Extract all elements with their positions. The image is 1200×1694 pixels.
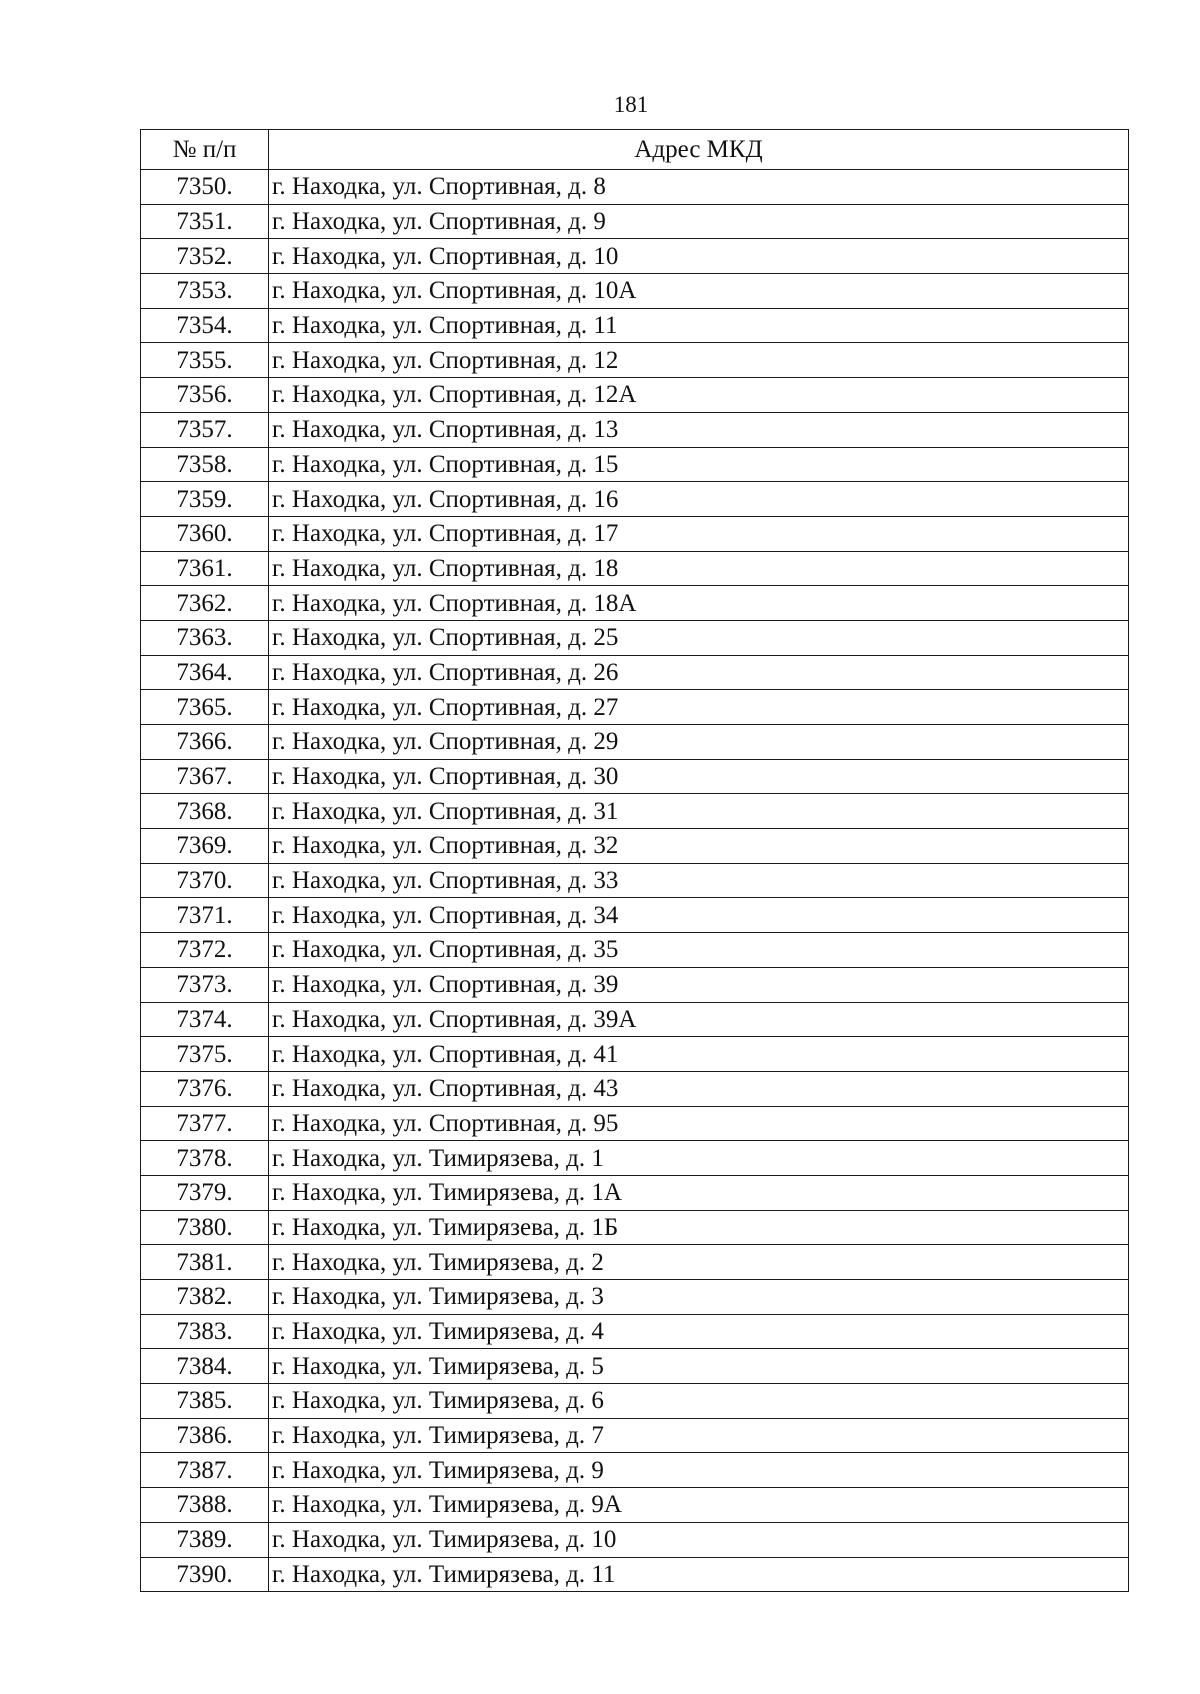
row-number: 7354. — [141, 308, 269, 343]
table-row — [141, 170, 1129, 205]
row-number: 7356. — [141, 378, 269, 413]
table-row — [141, 1522, 1129, 1557]
row-number: 7358. — [141, 447, 269, 482]
table-row — [141, 1314, 1129, 1349]
row-address: г. Находка, ул. Спортивная, д. 39А — [269, 1002, 1129, 1037]
row-number: 7353. — [141, 274, 269, 309]
row-number: 7378. — [141, 1141, 269, 1176]
table-row — [141, 725, 1129, 760]
table-row — [141, 1071, 1129, 1106]
row-address: г. Находка, ул. Тимирязева, д. 7 — [269, 1418, 1129, 1453]
table-row — [141, 204, 1129, 239]
row-number: 7377. — [141, 1106, 269, 1141]
row-address: г. Находка, ул. Спортивная, д. 26 — [269, 655, 1129, 690]
row-address: г. Находка, ул. Тимирязева, д. 2 — [269, 1245, 1129, 1280]
row-number: 7374. — [141, 1002, 269, 1037]
table-row — [141, 898, 1129, 933]
row-address: г. Находка, ул. Тимирязева, д. 1 — [269, 1141, 1129, 1176]
row-address: г. Находка, ул. Спортивная, д. 95 — [269, 1106, 1129, 1141]
row-number: 7376. — [141, 1071, 269, 1106]
row-address: г. Находка, ул. Тимирязева, д. 3 — [269, 1280, 1129, 1315]
row-address: г. Находка, ул. Спортивная, д. 18А — [269, 586, 1129, 621]
row-number: 7363. — [141, 620, 269, 655]
table-row — [141, 1280, 1129, 1315]
table-row — [141, 1349, 1129, 1384]
row-address: г. Находка, ул. Спортивная, д. 10А — [269, 274, 1129, 309]
row-address: г. Находка, ул. Спортивная, д. 35 — [269, 933, 1129, 968]
table-row — [141, 967, 1129, 1002]
row-address: г. Находка, ул. Спортивная, д. 9 — [269, 204, 1129, 239]
table-row — [141, 620, 1129, 655]
mkd-address-table — [140, 129, 1129, 1592]
row-number: 7372. — [141, 933, 269, 968]
table-row — [141, 274, 1129, 309]
row-number: 7382. — [141, 1280, 269, 1315]
row-address: г. Находка, ул. Спортивная, д. 17 — [269, 516, 1129, 551]
row-address: г. Находка, ул. Тимирязева, д. 9А — [269, 1488, 1129, 1523]
row-number: 7351. — [141, 204, 269, 239]
row-number: 7352. — [141, 239, 269, 274]
row-number: 7387. — [141, 1453, 269, 1488]
table-row — [141, 1453, 1129, 1488]
table-row — [141, 1106, 1129, 1141]
row-address: г. Находка, ул. Спортивная, д. 33 — [269, 863, 1129, 898]
row-number: 7365. — [141, 690, 269, 725]
page-number: 181 — [613, 92, 649, 117]
table-header-row — [141, 130, 1129, 170]
table-row — [141, 829, 1129, 864]
row-number: 7366. — [141, 725, 269, 760]
table-row — [141, 378, 1129, 413]
table-row — [141, 343, 1129, 378]
table-row — [141, 1037, 1129, 1072]
table-row — [141, 690, 1129, 725]
row-number: 7390. — [141, 1557, 269, 1592]
row-number: 7383. — [141, 1314, 269, 1349]
table-row — [141, 759, 1129, 794]
row-number: 7386. — [141, 1418, 269, 1453]
row-number: 7361. — [141, 551, 269, 586]
row-address: г. Находка, ул. Спортивная, д. 27 — [269, 690, 1129, 725]
row-address: г. Находка, ул. Тимирязева, д. 9 — [269, 1453, 1129, 1488]
row-number: 7388. — [141, 1488, 269, 1523]
row-address: г. Находка, ул. Тимирязева, д. 4 — [269, 1314, 1129, 1349]
row-number: 7384. — [141, 1349, 269, 1384]
row-number: 7373. — [141, 967, 269, 1002]
row-address: г. Находка, ул. Спортивная, д. 18 — [269, 551, 1129, 586]
row-number: 7359. — [141, 482, 269, 517]
table-row — [141, 1210, 1129, 1245]
table-row — [141, 1488, 1129, 1523]
table-row — [141, 239, 1129, 274]
row-number: 7357. — [141, 412, 269, 447]
row-number: 7381. — [141, 1245, 269, 1280]
table-row — [141, 863, 1129, 898]
row-address: г. Находка, ул. Тимирязева, д. 1Б — [269, 1210, 1129, 1245]
row-address: г. Находка, ул. Спортивная, д. 29 — [269, 725, 1129, 760]
row-address: г. Находка, ул. Спортивная, д. 12 — [269, 343, 1129, 378]
header-address: Адрес МКД — [269, 130, 1129, 170]
row-number: 7371. — [141, 898, 269, 933]
row-number: 7375. — [141, 1037, 269, 1072]
table-row — [141, 933, 1129, 968]
row-number: 7368. — [141, 794, 269, 829]
table-row — [141, 308, 1129, 343]
table-row — [141, 551, 1129, 586]
row-number: 7355. — [141, 343, 269, 378]
row-address: г. Находка, ул. Спортивная, д. 41 — [269, 1037, 1129, 1072]
table-row — [141, 1175, 1129, 1210]
row-address: г. Находка, ул. Тимирязева, д. 5 — [269, 1349, 1129, 1384]
table-row — [141, 1141, 1129, 1176]
row-address: г. Находка, ул. Спортивная, д. 25 — [269, 620, 1129, 655]
row-number: 7380. — [141, 1210, 269, 1245]
row-address: г. Находка, ул. Спортивная, д. 43 — [269, 1071, 1129, 1106]
row-number: 7379. — [141, 1175, 269, 1210]
row-address: г. Находка, ул. Спортивная, д. 39 — [269, 967, 1129, 1002]
table-row — [141, 412, 1129, 447]
table-row — [141, 586, 1129, 621]
table-row — [141, 1384, 1129, 1419]
row-number: 7364. — [141, 655, 269, 690]
row-address: г. Находка, ул. Спортивная, д. 11 — [269, 308, 1129, 343]
row-address: г. Находка, ул. Спортивная, д. 30 — [269, 759, 1129, 794]
row-number: 7362. — [141, 586, 269, 621]
row-address: г. Находка, ул. Спортивная, д. 16 — [269, 482, 1129, 517]
table-row — [141, 794, 1129, 829]
row-address: г. Находка, ул. Спортивная, д. 10 — [269, 239, 1129, 274]
row-address: г. Находка, ул. Спортивная, д. 15 — [269, 447, 1129, 482]
row-number: 7385. — [141, 1384, 269, 1419]
row-number: 7360. — [141, 516, 269, 551]
row-number: 7389. — [141, 1522, 269, 1557]
row-address: г. Находка, ул. Спортивная, д. 32 — [269, 829, 1129, 864]
row-number: 7370. — [141, 863, 269, 898]
row-address: г. Находка, ул. Тимирязева, д. 6 — [269, 1384, 1129, 1419]
table-row — [141, 1245, 1129, 1280]
table-row — [141, 447, 1129, 482]
row-address: г. Находка, ул. Тимирязева, д. 1А — [269, 1175, 1129, 1210]
table-row — [141, 1418, 1129, 1453]
table-row — [141, 1557, 1129, 1592]
row-number: 7350. — [141, 170, 269, 205]
row-address: г. Находка, ул. Спортивная, д. 31 — [269, 794, 1129, 829]
table-row — [141, 1002, 1129, 1037]
table-row — [141, 516, 1129, 551]
row-number: 7367. — [141, 759, 269, 794]
row-address: г. Находка, ул. Спортивная, д. 34 — [269, 898, 1129, 933]
table-row — [141, 655, 1129, 690]
row-address: г. Находка, ул. Тимирязева, д. 10 — [269, 1522, 1129, 1557]
row-number: 7369. — [141, 829, 269, 864]
row-address: г. Находка, ул. Спортивная, д. 8 — [269, 170, 1129, 205]
header-row-number: № п/п — [141, 130, 269, 170]
row-address: г. Находка, ул. Тимирязева, д. 11 — [269, 1557, 1129, 1592]
row-address: г. Находка, ул. Спортивная, д. 12А — [269, 378, 1129, 413]
table-row — [141, 482, 1129, 517]
row-address: г. Находка, ул. Спортивная, д. 13 — [269, 412, 1129, 447]
